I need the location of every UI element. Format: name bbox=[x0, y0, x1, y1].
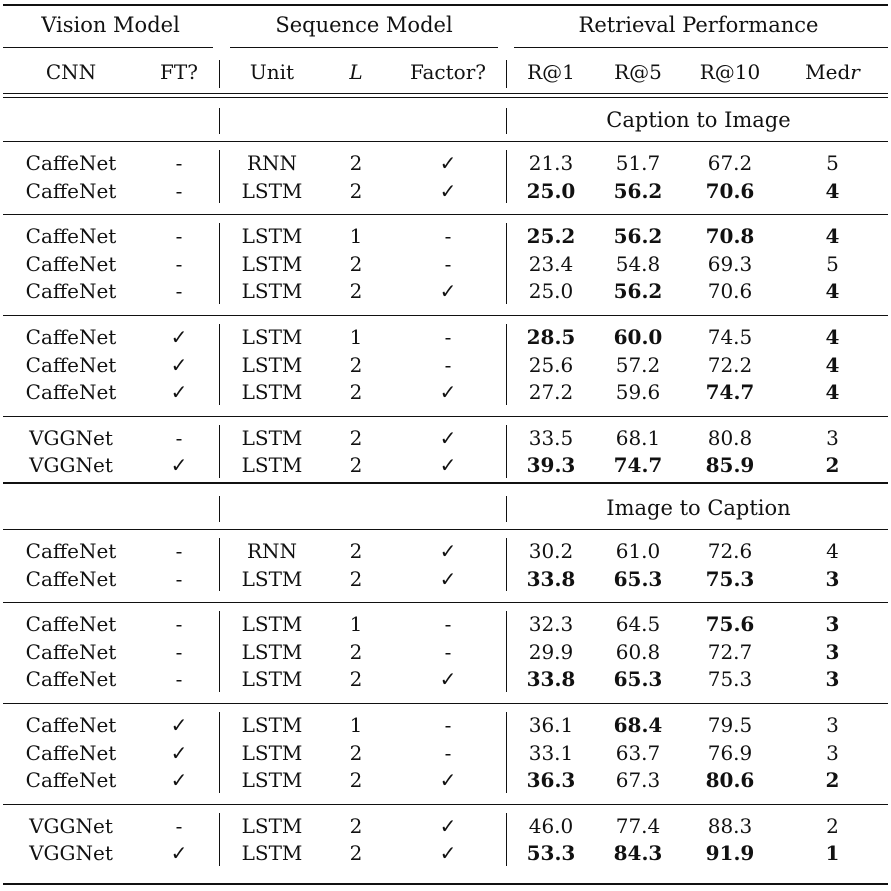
cell-r5: 59.6 bbox=[615, 380, 661, 405]
cell-r10: 72.6 bbox=[707, 539, 753, 563]
cell-factor: - bbox=[444, 325, 452, 349]
cell-cnn: CaffeNet bbox=[25, 151, 117, 175]
column-divider bbox=[219, 223, 220, 304]
cell-r10: 72.7 bbox=[707, 639, 753, 664]
table-row bbox=[0, 250, 891, 278]
cell-r5: 64.5 bbox=[615, 612, 661, 637]
cell-l: 1 bbox=[349, 612, 363, 637]
cell-cnn: CaffeNet bbox=[25, 713, 117, 737]
cell-cnn: CaffeNet bbox=[25, 612, 117, 637]
header-vision-model: Vision Model bbox=[41, 13, 180, 37]
cell-r10: 91.9 bbox=[705, 841, 755, 866]
cell-ft: - bbox=[175, 224, 183, 249]
cell-unit: LSTM bbox=[241, 639, 303, 664]
block-separator-rule bbox=[3, 214, 888, 215]
cell-r5: 74.7 bbox=[613, 453, 663, 478]
cell-r5: 77.4 bbox=[615, 813, 661, 838]
cell-factor: ✓ bbox=[439, 279, 457, 304]
table-row bbox=[0, 537, 891, 565]
cell-unit: LSTM bbox=[241, 352, 303, 377]
cell-unit: LSTM bbox=[241, 425, 303, 450]
col-r10: R@10 bbox=[699, 60, 761, 84]
cell-unit: LSTM bbox=[241, 566, 303, 591]
header-underline-sequence bbox=[230, 47, 498, 48]
cell-l: 2 bbox=[349, 380, 363, 405]
cell-med: 3 bbox=[826, 740, 839, 765]
cell-factor: ✓ bbox=[439, 539, 457, 563]
cell-r5: 56.2 bbox=[613, 224, 663, 249]
cell-cnn: CaffeNet bbox=[25, 224, 117, 249]
bottom-rule bbox=[3, 883, 888, 885]
cell-cnn: VGGNet bbox=[29, 813, 113, 838]
table-row bbox=[0, 665, 891, 693]
column-divider bbox=[219, 813, 220, 866]
cell-factor: ✓ bbox=[439, 667, 457, 692]
cell-ft: ✓ bbox=[170, 841, 188, 866]
cell-r1: 36.1 bbox=[528, 713, 574, 737]
cell-unit: LSTM bbox=[241, 224, 303, 249]
cell-cnn: CaffeNet bbox=[25, 740, 117, 765]
cell-med: 4 bbox=[825, 224, 840, 249]
cell-r10: 70.6 bbox=[705, 178, 755, 203]
col-ft: FT? bbox=[160, 60, 198, 84]
cell-l: 2 bbox=[349, 813, 363, 838]
cell-l: 2 bbox=[349, 425, 363, 450]
column-divider bbox=[506, 712, 507, 793]
table-row bbox=[0, 177, 891, 205]
cell-unit: LSTM bbox=[241, 178, 303, 203]
cell-factor: - bbox=[444, 713, 452, 737]
table-row bbox=[0, 222, 891, 250]
column-divider bbox=[219, 538, 220, 591]
cell-r1: 53.3 bbox=[526, 841, 576, 866]
column-divider bbox=[219, 496, 220, 522]
cell-l: 2 bbox=[349, 539, 363, 563]
header-double-rule-bottom bbox=[3, 97, 888, 98]
cell-factor: ✓ bbox=[439, 425, 457, 450]
cell-r1: 25.6 bbox=[528, 352, 574, 377]
cell-med: 1 bbox=[825, 841, 840, 866]
cell-med: 2 bbox=[826, 813, 839, 838]
cell-med: 4 bbox=[826, 539, 839, 563]
cell-ft: ✓ bbox=[170, 768, 188, 793]
cell-r10: 80.6 bbox=[705, 768, 755, 793]
cell-unit: LSTM bbox=[241, 768, 303, 793]
cell-r1: 27.2 bbox=[528, 380, 574, 405]
cell-r1: 46.0 bbox=[528, 813, 574, 838]
column-divider bbox=[219, 712, 220, 793]
header-divider-left bbox=[219, 60, 220, 88]
cell-med: 5 bbox=[826, 151, 839, 175]
cell-med: 2 bbox=[825, 768, 840, 793]
cell-cnn: VGGNet bbox=[29, 425, 113, 450]
cell-med: 3 bbox=[825, 566, 840, 591]
cell-cnn: CaffeNet bbox=[25, 178, 117, 203]
cell-r10: 74.7 bbox=[705, 380, 755, 405]
cell-l: 2 bbox=[349, 453, 363, 478]
cell-r1: 29.9 bbox=[528, 639, 574, 664]
cell-ft: - bbox=[175, 639, 183, 664]
table-row bbox=[0, 638, 891, 666]
block-separator-rule bbox=[3, 416, 888, 417]
cell-unit: LSTM bbox=[241, 612, 303, 637]
cell-r1: 33.1 bbox=[528, 740, 574, 765]
cell-ft: - bbox=[175, 251, 183, 276]
cell-r1: 32.3 bbox=[528, 612, 574, 637]
column-divider bbox=[506, 324, 507, 405]
table-row bbox=[0, 277, 891, 305]
cell-l: 2 bbox=[349, 251, 363, 276]
table-row bbox=[0, 451, 891, 479]
cell-med: 4 bbox=[825, 178, 840, 203]
cell-unit: LSTM bbox=[241, 713, 303, 737]
cell-r10: 70.6 bbox=[707, 279, 753, 304]
block-separator-rule bbox=[3, 141, 888, 142]
cell-cnn: CaffeNet bbox=[25, 639, 117, 664]
cell-ft: - bbox=[175, 667, 183, 692]
section-title: Image to Caption bbox=[606, 496, 791, 520]
cell-l: 2 bbox=[349, 352, 363, 377]
block-separator-rule bbox=[3, 529, 888, 530]
cell-r10: 75.3 bbox=[705, 566, 755, 591]
cell-factor: ✓ bbox=[439, 178, 457, 203]
cell-unit: LSTM bbox=[241, 251, 303, 276]
cell-factor: ✓ bbox=[439, 813, 457, 838]
column-header-row bbox=[0, 58, 891, 86]
header-double-rule-top bbox=[3, 93, 888, 94]
cell-r1: 25.2 bbox=[526, 224, 576, 249]
cell-r10: 76.9 bbox=[707, 740, 753, 765]
cell-med: 4 bbox=[825, 279, 840, 304]
cell-cnn: CaffeNet bbox=[25, 566, 117, 591]
cell-ft: ✓ bbox=[170, 740, 188, 765]
cell-ft: - bbox=[175, 566, 183, 591]
section-separator-rule bbox=[3, 482, 888, 484]
cell-med: 3 bbox=[825, 612, 840, 637]
cell-ft: ✓ bbox=[170, 325, 188, 349]
column-divider bbox=[506, 425, 507, 478]
cell-r1: 21.3 bbox=[528, 151, 574, 175]
cell-r5: 57.2 bbox=[615, 352, 661, 377]
cell-factor: - bbox=[444, 740, 452, 765]
header-sequence-model: Sequence Model bbox=[275, 13, 453, 37]
cell-unit: LSTM bbox=[241, 325, 303, 349]
table-row bbox=[0, 812, 891, 840]
cell-r1: 39.3 bbox=[526, 453, 576, 478]
cell-r5: 61.0 bbox=[615, 539, 661, 563]
column-divider bbox=[506, 538, 507, 591]
header-divider-right bbox=[506, 60, 507, 88]
cell-r10: 75.3 bbox=[707, 667, 753, 692]
table-row bbox=[0, 424, 891, 452]
cell-med: 4 bbox=[825, 352, 840, 377]
block-separator-rule bbox=[3, 315, 888, 316]
cell-l: 1 bbox=[349, 224, 363, 249]
cell-med: 3 bbox=[825, 667, 840, 692]
cell-r1: 33.8 bbox=[526, 667, 576, 692]
table-row bbox=[0, 610, 891, 638]
cell-l: 1 bbox=[349, 325, 363, 349]
cell-unit: LSTM bbox=[241, 279, 303, 304]
column-divider bbox=[506, 150, 507, 203]
cell-r5: 68.1 bbox=[615, 425, 661, 450]
cell-r5: 84.3 bbox=[613, 841, 663, 866]
cell-r1: 23.4 bbox=[528, 251, 574, 276]
table-row bbox=[0, 149, 891, 177]
cell-factor: ✓ bbox=[439, 768, 457, 793]
section-title: Caption to Image bbox=[606, 108, 791, 132]
col-medr: Medr bbox=[805, 60, 860, 84]
cell-cnn: CaffeNet bbox=[25, 352, 117, 377]
cell-ft: - bbox=[175, 425, 183, 450]
cell-med: 4 bbox=[825, 380, 840, 405]
cell-unit: LSTM bbox=[241, 841, 303, 866]
block-separator-rule bbox=[3, 602, 888, 603]
column-divider bbox=[219, 425, 220, 478]
cell-cnn: VGGNet bbox=[29, 841, 113, 866]
cell-l: 1 bbox=[349, 713, 363, 737]
cell-r5: 56.2 bbox=[613, 178, 663, 203]
cell-ft: - bbox=[175, 612, 183, 637]
cell-med: 3 bbox=[825, 639, 840, 664]
cell-cnn: CaffeNet bbox=[25, 279, 117, 304]
cell-factor: - bbox=[444, 352, 452, 377]
cell-ft: - bbox=[175, 813, 183, 838]
cell-l: 2 bbox=[349, 151, 363, 175]
column-divider bbox=[506, 108, 507, 134]
cell-l: 2 bbox=[349, 178, 363, 203]
column-divider bbox=[506, 496, 507, 522]
cell-factor: ✓ bbox=[439, 380, 457, 405]
cell-cnn: CaffeNet bbox=[25, 768, 117, 793]
cell-l: 2 bbox=[349, 639, 363, 664]
header-underline-vision bbox=[3, 47, 213, 48]
table-row bbox=[0, 378, 891, 406]
cell-r5: 63.7 bbox=[615, 740, 661, 765]
table-row bbox=[0, 839, 891, 867]
column-divider bbox=[506, 611, 507, 692]
cell-unit: RNN bbox=[246, 151, 298, 175]
cell-unit: LSTM bbox=[241, 453, 303, 478]
cell-unit: LSTM bbox=[241, 740, 303, 765]
table-row bbox=[0, 565, 891, 593]
column-divider bbox=[506, 223, 507, 304]
table-row bbox=[0, 739, 891, 767]
cell-r1: 33.5 bbox=[528, 425, 574, 450]
cell-r1: 25.0 bbox=[526, 178, 576, 203]
table-row bbox=[0, 766, 891, 794]
cell-med: 5 bbox=[826, 251, 839, 276]
cell-factor: ✓ bbox=[439, 566, 457, 591]
cell-factor: ✓ bbox=[439, 151, 457, 175]
cell-l: 2 bbox=[349, 279, 363, 304]
cell-l: 2 bbox=[349, 667, 363, 692]
cell-r10: 80.8 bbox=[707, 425, 753, 450]
col-unit: Unit bbox=[249, 60, 295, 84]
col-l: L bbox=[349, 60, 363, 84]
table-row bbox=[0, 323, 891, 351]
column-divider bbox=[219, 611, 220, 692]
cell-cnn: VGGNet bbox=[29, 453, 113, 478]
cell-med: 3 bbox=[826, 425, 839, 450]
cell-cnn: CaffeNet bbox=[25, 667, 117, 692]
cell-r10: 72.2 bbox=[707, 352, 753, 377]
cell-unit: LSTM bbox=[241, 380, 303, 405]
cell-cnn: CaffeNet bbox=[25, 539, 117, 563]
cell-l: 2 bbox=[349, 768, 363, 793]
cell-r5: 68.4 bbox=[613, 713, 663, 737]
block-separator-rule bbox=[3, 703, 888, 704]
block-separator-rule bbox=[3, 804, 888, 805]
cell-r10: 75.6 bbox=[705, 612, 755, 637]
cell-ft: ✓ bbox=[170, 453, 188, 478]
cell-factor: ✓ bbox=[439, 841, 457, 866]
cell-r10: 69.3 bbox=[707, 251, 753, 276]
cell-unit: RNN bbox=[246, 539, 298, 563]
cell-factor: - bbox=[444, 251, 452, 276]
cell-cnn: CaffeNet bbox=[25, 251, 117, 276]
column-divider bbox=[506, 813, 507, 866]
cell-r10: 88.3 bbox=[707, 813, 753, 838]
cell-unit: LSTM bbox=[241, 813, 303, 838]
cell-r1: 25.0 bbox=[528, 279, 574, 304]
header-underline-retrieval bbox=[514, 47, 888, 48]
cell-l: 2 bbox=[349, 740, 363, 765]
cell-unit: LSTM bbox=[241, 667, 303, 692]
cell-med: 2 bbox=[825, 453, 840, 478]
cell-r5: 56.2 bbox=[613, 279, 663, 304]
cell-ft: ✓ bbox=[170, 352, 188, 377]
cell-r5: 54.8 bbox=[615, 251, 661, 276]
cell-r5: 51.7 bbox=[615, 151, 661, 175]
cell-r10: 67.2 bbox=[707, 151, 753, 175]
cell-r1: 36.3 bbox=[526, 768, 576, 793]
cell-r1: 28.5 bbox=[526, 325, 576, 349]
cell-l: 2 bbox=[349, 566, 363, 591]
cell-r1: 30.2 bbox=[528, 539, 574, 563]
table-row bbox=[0, 711, 891, 739]
cell-l: 2 bbox=[349, 841, 363, 866]
cell-factor: - bbox=[444, 639, 452, 664]
cell-factor: ✓ bbox=[439, 453, 457, 478]
cell-ft: - bbox=[175, 279, 183, 304]
cell-r5: 65.3 bbox=[613, 566, 663, 591]
cell-ft: - bbox=[175, 178, 183, 203]
column-divider bbox=[219, 108, 220, 134]
col-r1: R@1 bbox=[527, 60, 575, 84]
cell-r10: 70.8 bbox=[705, 224, 755, 249]
col-factor: Factor? bbox=[409, 60, 486, 84]
cell-r5: 60.8 bbox=[615, 639, 661, 664]
cell-ft: - bbox=[175, 539, 183, 563]
cell-ft: - bbox=[175, 151, 183, 175]
cell-factor: - bbox=[444, 612, 452, 637]
cell-ft: ✓ bbox=[170, 380, 188, 405]
cell-med: 3 bbox=[826, 713, 839, 737]
cell-ft: ✓ bbox=[170, 713, 188, 737]
cell-r10: 74.5 bbox=[707, 325, 753, 349]
cell-factor: - bbox=[444, 224, 452, 249]
column-divider bbox=[219, 150, 220, 203]
col-r5: R@5 bbox=[614, 60, 662, 84]
cell-r5: 60.0 bbox=[613, 325, 663, 349]
cell-cnn: CaffeNet bbox=[25, 325, 117, 349]
cell-r10: 79.5 bbox=[707, 713, 753, 737]
col-cnn: CNN bbox=[45, 60, 97, 84]
cell-med: 4 bbox=[825, 325, 840, 349]
cell-r1: 33.8 bbox=[526, 566, 576, 591]
cell-r5: 67.3 bbox=[615, 768, 661, 793]
header-retrieval-performance: Retrieval Performance bbox=[578, 13, 819, 37]
cell-r5: 65.3 bbox=[613, 667, 663, 692]
cell-cnn: CaffeNet bbox=[25, 380, 117, 405]
table-row bbox=[0, 351, 891, 379]
column-divider bbox=[219, 324, 220, 405]
top-rule bbox=[3, 4, 888, 6]
cell-r10: 85.9 bbox=[705, 453, 755, 478]
